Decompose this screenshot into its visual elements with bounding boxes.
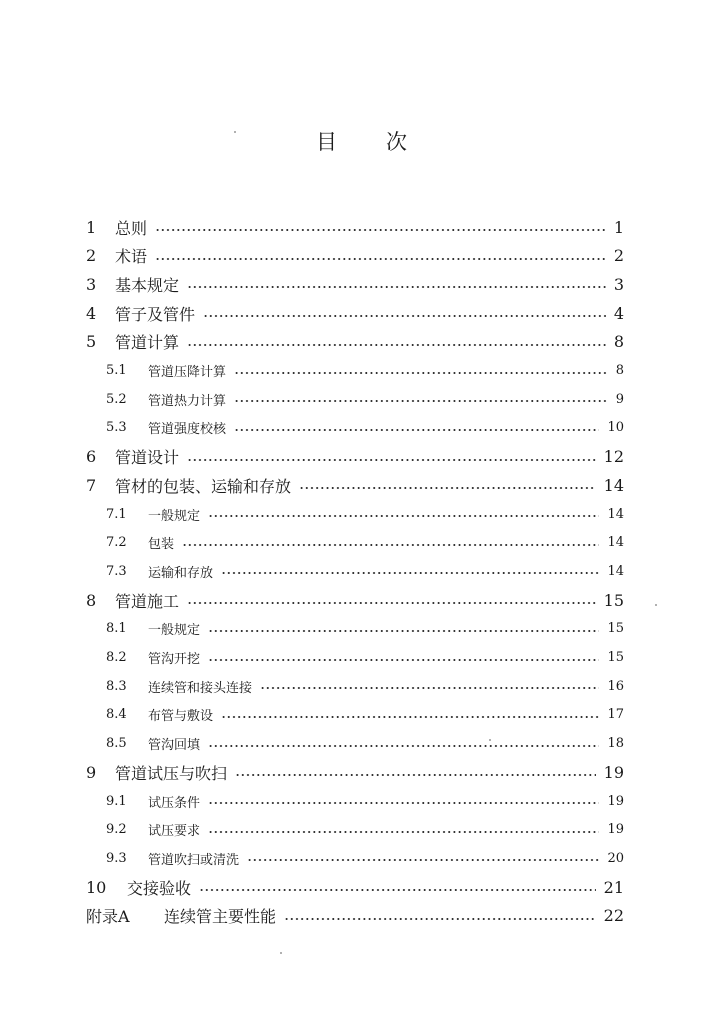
toc-entry-label: 总则 [115, 218, 148, 238]
toc-entry-number: 8.1 [106, 621, 127, 637]
toc-entry-label: 管道施工 [115, 591, 180, 611]
toc-entry-page: 15 [607, 650, 624, 665]
toc-entry-page: 3 [613, 274, 624, 294]
scan-speck [655, 604, 657, 606]
toc-leader-dots [221, 716, 599, 718]
toc-entry-label: 管道热力计算 [148, 393, 227, 409]
toc-entry-number: 8.4 [106, 707, 127, 723]
toc-entry-label: 一般规定 [148, 623, 201, 639]
toc-entry-label: 管道压降计算 [148, 365, 227, 380]
toc-leader-dots [234, 400, 608, 402]
toc-entry[interactable] [0, 443, 723, 471]
toc-leader-dots [247, 859, 599, 861]
toc-entry-page: 4 [613, 303, 624, 323]
toc-entry-number: 8.3 [106, 678, 127, 694]
toc-entry-label: 术语 [115, 247, 148, 267]
scan-speck [280, 952, 282, 954]
toc-entry-page: 1 [613, 217, 624, 237]
toc-entry-page: 22 [603, 906, 624, 926]
toc-entry-page: 19 [603, 762, 624, 782]
toc-entry[interactable] [0, 529, 723, 557]
toc-entry[interactable] [0, 787, 723, 815]
toc-leader-dots [208, 659, 599, 661]
toc-leader-dots [284, 918, 596, 920]
toc-entry-number: 9.2 [106, 822, 127, 838]
toc-entry[interactable] [0, 328, 723, 356]
toc-entry-number: 5.1 [106, 363, 127, 378]
toc-entry-page: 14 [607, 563, 624, 579]
toc-entry-label: 试压要求 [148, 824, 201, 840]
toc-leader-dots [208, 831, 599, 833]
toc-title [0, 126, 723, 156]
toc-entry-label: 管沟开挖 [148, 652, 201, 667]
toc-entry-label: 连续管主要性能 [164, 907, 277, 927]
toc-entry[interactable] [0, 816, 723, 844]
toc-entry-label: 连续管和接头连接 [148, 680, 253, 696]
title-char-left: 目 [316, 130, 337, 154]
toc-entry-number: 附录A [86, 907, 130, 927]
toc-leader-dots [203, 315, 606, 317]
toc-entry-page: 14 [603, 475, 624, 495]
toc-entry-label: 基本规定 [115, 275, 180, 295]
toc-entry-number: 8.2 [106, 650, 127, 665]
toc-entry-number: 10 [86, 877, 107, 897]
toc-entry[interactable] [0, 270, 723, 298]
toc-entry-label: 管道计算 [115, 333, 180, 353]
toc-entry-label: 试压条件 [148, 795, 201, 811]
toc-entry-number: 5.3 [106, 420, 127, 436]
toc-entry-label: 布管与敷设 [148, 709, 214, 725]
toc-entry[interactable] [0, 213, 723, 241]
toc-entry-label: 管道设计 [115, 448, 180, 468]
toc-entry-page: 18 [607, 736, 624, 752]
toc-entry[interactable] [0, 844, 723, 872]
toc-entry-page: 8 [613, 332, 624, 352]
toc-leader-dots [155, 229, 606, 231]
toc-entry-page: 17 [607, 707, 624, 723]
toc-leader-dots [221, 572, 599, 574]
toc-entry-label: 包装 [148, 537, 175, 553]
toc-leader-dots [199, 889, 596, 891]
toc-entry-number: 6 [86, 447, 97, 467]
toc-leader-dots [234, 372, 608, 374]
toc-leader-dots [208, 745, 599, 747]
toc-leader-dots [155, 258, 606, 260]
toc-leader-dots [187, 459, 596, 461]
toc-leader-dots [234, 429, 599, 431]
toc-entry-label: 管道吹扫或清洗 [148, 852, 240, 868]
toc-entry[interactable] [0, 701, 723, 729]
toc-leader-dots [208, 515, 599, 517]
toc-entry[interactable] [0, 471, 723, 499]
toc-entry-number: 9 [86, 762, 97, 782]
toc-entry-number: 4 [86, 303, 97, 323]
title-char-right: 次 [386, 130, 407, 154]
toc-entry[interactable] [0, 615, 723, 643]
toc-entry-number: 8 [86, 590, 97, 610]
toc-entry-page: 10 [607, 420, 624, 436]
toc-entry-page: 14 [607, 506, 624, 522]
toc-leader-dots [182, 544, 599, 546]
toc-entry-label: 运输和存放 [148, 565, 214, 581]
toc-entry-label: 管材的包装、运输和存放 [115, 476, 292, 496]
toc-entry-label: 管道试压与吹扫 [115, 763, 228, 783]
toc-entry[interactable] [0, 414, 723, 442]
toc-entry-number: 7.1 [106, 506, 127, 522]
toc-entry-page: 14 [607, 535, 624, 551]
toc-entry[interactable] [0, 758, 723, 786]
toc-entry[interactable] [0, 557, 723, 585]
toc-leader-dots [187, 344, 606, 346]
toc-entry-label: 交接验收 [127, 878, 192, 898]
toc-leader-dots [208, 630, 599, 632]
toc-entry-label: 管道强度校核 [148, 422, 227, 438]
toc-entry[interactable] [0, 644, 723, 672]
toc-entry[interactable] [0, 357, 723, 385]
toc-entry-number: 7 [86, 475, 97, 495]
toc-entry-page: 20 [607, 850, 624, 866]
toc-entry-number: 7.2 [106, 535, 127, 551]
toc-entry-page: 8 [615, 363, 624, 378]
toc-entry-label: 管子及管件 [115, 304, 196, 324]
toc-leader-dots [299, 487, 596, 489]
toc-entry-number: 8.5 [106, 736, 127, 752]
toc-entry-number: 7.3 [106, 563, 127, 579]
toc-entry[interactable] [0, 500, 723, 528]
toc-entry[interactable] [0, 902, 723, 930]
toc-entry-label: 一般规定 [148, 508, 201, 524]
scan-speck [234, 131, 236, 133]
toc-entry-number: 2 [86, 246, 97, 266]
toc-entry-page: 16 [607, 678, 624, 694]
scan-speck [489, 739, 491, 741]
toc-entry-page: 15 [607, 621, 624, 637]
toc-entry-page: 15 [603, 590, 624, 610]
toc-entry[interactable] [0, 385, 723, 413]
toc-entry-page: 2 [613, 246, 624, 266]
toc-entry[interactable] [0, 242, 723, 270]
toc-leader-dots [187, 286, 606, 288]
toc-entry[interactable] [0, 873, 723, 901]
toc-entry[interactable] [0, 586, 723, 614]
toc-entry[interactable] [0, 299, 723, 327]
toc-entry-page: 12 [603, 447, 624, 467]
toc-leader-dots [260, 687, 599, 689]
toc-entry-page: 19 [607, 822, 624, 838]
toc-leader-dots [187, 602, 596, 604]
toc-entry-number: 3 [86, 274, 97, 294]
toc-entry-number: 5 [86, 332, 97, 352]
toc-entry-number: 9.3 [106, 850, 127, 866]
toc-entry[interactable] [0, 672, 723, 700]
toc-entry[interactable] [0, 730, 723, 758]
toc-leader-dots [208, 802, 599, 804]
toc-entry-number: 1 [86, 217, 97, 237]
toc-entry-page: 19 [607, 793, 624, 809]
toc-entry-number: 9.1 [106, 793, 127, 809]
toc-entry-page: 21 [603, 877, 624, 897]
toc-leader-dots [235, 774, 596, 776]
toc-entry-number: 5.2 [106, 391, 127, 407]
toc-entry-label: 管沟回填 [148, 738, 201, 754]
toc-entry-page: 9 [615, 391, 624, 407]
